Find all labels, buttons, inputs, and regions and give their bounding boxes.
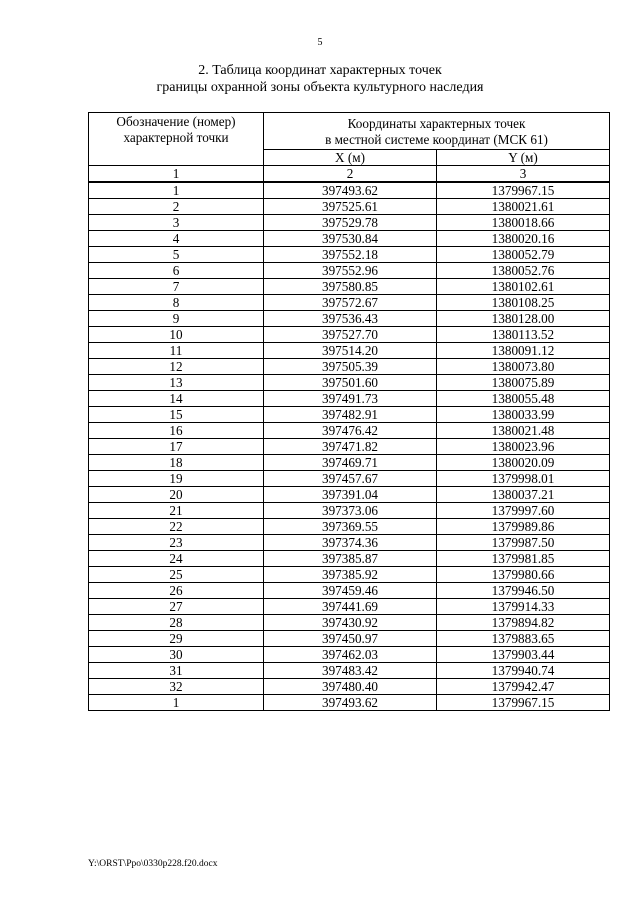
x-coordinate-cell: 397491.73 <box>264 391 437 407</box>
title-line-1: 2. Таблица координат характерных точек <box>198 63 442 78</box>
y-coordinate-cell: 1380037.21 <box>437 487 610 503</box>
table-row <box>89 455 610 471</box>
x-coordinate-cell: 397457.67 <box>264 471 437 487</box>
point-number-cell: 23 <box>89 535 264 551</box>
x-coordinate-cell: 397529.78 <box>264 215 437 231</box>
table-row <box>89 519 610 535</box>
column-number-2: 2 <box>264 166 437 183</box>
x-coordinate-cell: 397391.04 <box>264 487 437 503</box>
y-coordinate-cell: 1380055.48 <box>437 391 610 407</box>
table-row <box>89 182 610 199</box>
table-row <box>89 551 610 567</box>
y-coordinate-cell: 1380075.89 <box>437 375 610 391</box>
point-number-cell: 28 <box>89 615 264 631</box>
y-coordinate-cell: 1379987.50 <box>437 535 610 551</box>
y-coordinate-cell: 1380052.76 <box>437 263 610 279</box>
x-coordinate-cell: 397580.85 <box>264 279 437 295</box>
x-coordinate-cell: 397430.92 <box>264 615 437 631</box>
point-number-cell: 10 <box>89 327 264 343</box>
table-row <box>89 679 610 695</box>
point-number-cell: 19 <box>89 471 264 487</box>
table-row <box>89 295 610 311</box>
point-number-cell: 5 <box>89 247 264 263</box>
point-number-cell: 32 <box>89 679 264 695</box>
table-row <box>89 471 610 487</box>
y-coordinate-cell: 1379914.33 <box>437 599 610 615</box>
point-number-cell: 7 <box>89 279 264 295</box>
table-row <box>89 535 610 551</box>
table-body <box>89 182 610 711</box>
table-row <box>89 263 610 279</box>
point-number-cell: 4 <box>89 231 264 247</box>
x-coordinate-cell: 397552.18 <box>264 247 437 263</box>
header-x: X (м) <box>264 150 437 166</box>
point-number-cell: 9 <box>89 311 264 327</box>
point-number-cell: 15 <box>89 407 264 423</box>
x-coordinate-cell: 397514.20 <box>264 343 437 359</box>
point-number-cell: 6 <box>89 263 264 279</box>
x-coordinate-cell: 397552.96 <box>264 263 437 279</box>
x-coordinate-cell: 397476.42 <box>264 423 437 439</box>
y-coordinate-cell: 1379989.86 <box>437 519 610 535</box>
header-coordinates-line-1: Координаты характерных точек <box>347 115 526 131</box>
point-number-cell: 14 <box>89 391 264 407</box>
title-line-2: границы охранной зоны объекта культурного наследия <box>156 80 484 95</box>
table-row <box>89 375 610 391</box>
y-coordinate-cell: 1379883.65 <box>437 631 610 647</box>
point-number-cell: 30 <box>89 647 264 663</box>
point-number-cell: 25 <box>89 567 264 583</box>
y-coordinate-cell: 1379940.74 <box>437 663 610 679</box>
x-coordinate-cell: 397536.43 <box>264 311 437 327</box>
point-number-cell: 1 <box>89 182 264 199</box>
x-coordinate-cell: 397471.82 <box>264 439 437 455</box>
y-coordinate-cell: 1380020.16 <box>437 231 610 247</box>
table-row <box>89 567 610 583</box>
x-coordinate-cell: 397374.36 <box>264 535 437 551</box>
table-row <box>89 503 610 519</box>
table-row <box>89 199 610 215</box>
point-number-cell: 31 <box>89 663 264 679</box>
point-number-cell: 21 <box>89 503 264 519</box>
y-coordinate-cell: 1380102.61 <box>437 279 610 295</box>
header-point-designation: Обозначение (номер) характерной точки <box>89 113 264 166</box>
x-coordinate-cell: 397459.46 <box>264 583 437 599</box>
header-coordinates <box>264 113 610 150</box>
y-coordinate-cell: 1380052.79 <box>437 247 610 263</box>
point-number-cell: 27 <box>89 599 264 615</box>
y-coordinate-cell: 1379903.44 <box>437 647 610 663</box>
x-coordinate-cell: 397462.03 <box>264 647 437 663</box>
table-row <box>89 231 610 247</box>
x-coordinate-cell: 397525.61 <box>264 199 437 215</box>
point-number-cell: 22 <box>89 519 264 535</box>
table-title <box>0 62 640 96</box>
point-number-cell: 29 <box>89 631 264 647</box>
x-coordinate-cell: 397572.67 <box>264 295 437 311</box>
table-row <box>89 599 610 615</box>
coordinates-table <box>88 112 610 711</box>
table-row <box>89 631 610 647</box>
table-row <box>89 215 610 231</box>
table-row <box>89 311 610 327</box>
column-number-3: 3 <box>437 166 610 183</box>
x-coordinate-cell: 397501.60 <box>264 375 437 391</box>
point-number-cell: 1 <box>89 695 264 711</box>
header-coordinates-line-2: в местной системе координат (МСК 61) <box>325 131 548 147</box>
point-number-cell: 13 <box>89 375 264 391</box>
x-coordinate-cell: 397469.71 <box>264 455 437 471</box>
table-row <box>89 247 610 263</box>
y-coordinate-cell: 1379894.82 <box>437 615 610 631</box>
point-number-cell: 8 <box>89 295 264 311</box>
x-coordinate-cell: 397450.97 <box>264 631 437 647</box>
y-coordinate-cell: 1380113.52 <box>437 327 610 343</box>
y-coordinate-cell: 1380020.09 <box>437 455 610 471</box>
x-coordinate-cell: 397369.55 <box>264 519 437 535</box>
y-coordinate-cell: 1380033.99 <box>437 407 610 423</box>
table-row <box>89 615 610 631</box>
point-number-cell: 16 <box>89 423 264 439</box>
y-coordinate-cell: 1379981.85 <box>437 551 610 567</box>
point-number-cell: 12 <box>89 359 264 375</box>
x-coordinate-cell: 397441.69 <box>264 599 437 615</box>
x-coordinate-cell: 397527.70 <box>264 327 437 343</box>
x-coordinate-cell: 397493.62 <box>264 182 437 199</box>
y-coordinate-cell: 1380023.96 <box>437 439 610 455</box>
x-coordinate-cell: 397482.91 <box>264 407 437 423</box>
table-row <box>89 423 610 439</box>
y-coordinate-cell: 1380108.25 <box>437 295 610 311</box>
y-coordinate-cell: 1379946.50 <box>437 583 610 599</box>
header-y: Y (м) <box>437 150 610 166</box>
table-row <box>89 343 610 359</box>
y-coordinate-cell: 1380073.80 <box>437 359 610 375</box>
x-coordinate-cell: 397480.40 <box>264 679 437 695</box>
x-coordinate-cell: 397505.39 <box>264 359 437 375</box>
point-number-cell: 11 <box>89 343 264 359</box>
table-row <box>89 663 610 679</box>
point-number-cell: 3 <box>89 215 264 231</box>
file-path-footer: Y:\ORST\Ppo\0330p228.f20.docx <box>88 859 218 869</box>
y-coordinate-cell: 1380021.61 <box>437 199 610 215</box>
page-number: 5 <box>317 37 323 48</box>
x-coordinate-cell: 397385.87 <box>264 551 437 567</box>
y-coordinate-cell: 1380018.66 <box>437 215 610 231</box>
table-row <box>89 439 610 455</box>
y-coordinate-cell: 1379998.01 <box>437 471 610 487</box>
table-row <box>89 647 610 663</box>
point-number-cell: 18 <box>89 455 264 471</box>
column-number-1: 1 <box>89 166 264 183</box>
table-row <box>89 279 610 295</box>
table-row <box>89 327 610 343</box>
y-coordinate-cell: 1379967.15 <box>437 182 610 199</box>
x-coordinate-cell: 397530.84 <box>264 231 437 247</box>
y-coordinate-cell: 1379942.47 <box>437 679 610 695</box>
x-coordinate-cell: 397385.92 <box>264 567 437 583</box>
y-coordinate-cell: 1380021.48 <box>437 423 610 439</box>
table-row <box>89 391 610 407</box>
point-number-cell: 2 <box>89 199 264 215</box>
table-row <box>89 407 610 423</box>
table-row <box>89 583 610 599</box>
point-number-cell: 17 <box>89 439 264 455</box>
point-number-cell: 26 <box>89 583 264 599</box>
y-coordinate-cell: 1379967.15 <box>437 695 610 711</box>
y-coordinate-cell: 1379980.66 <box>437 567 610 583</box>
y-coordinate-cell: 1380128.00 <box>437 311 610 327</box>
y-coordinate-cell: 1380091.12 <box>437 343 610 359</box>
y-coordinate-cell: 1379997.60 <box>437 503 610 519</box>
x-coordinate-cell: 397483.42 <box>264 663 437 679</box>
table-row <box>89 359 610 375</box>
table-row <box>89 695 610 711</box>
point-number-cell: 24 <box>89 551 264 567</box>
table-row <box>89 487 610 503</box>
point-number-cell: 20 <box>89 487 264 503</box>
x-coordinate-cell: 397493.62 <box>264 695 437 711</box>
x-coordinate-cell: 397373.06 <box>264 503 437 519</box>
